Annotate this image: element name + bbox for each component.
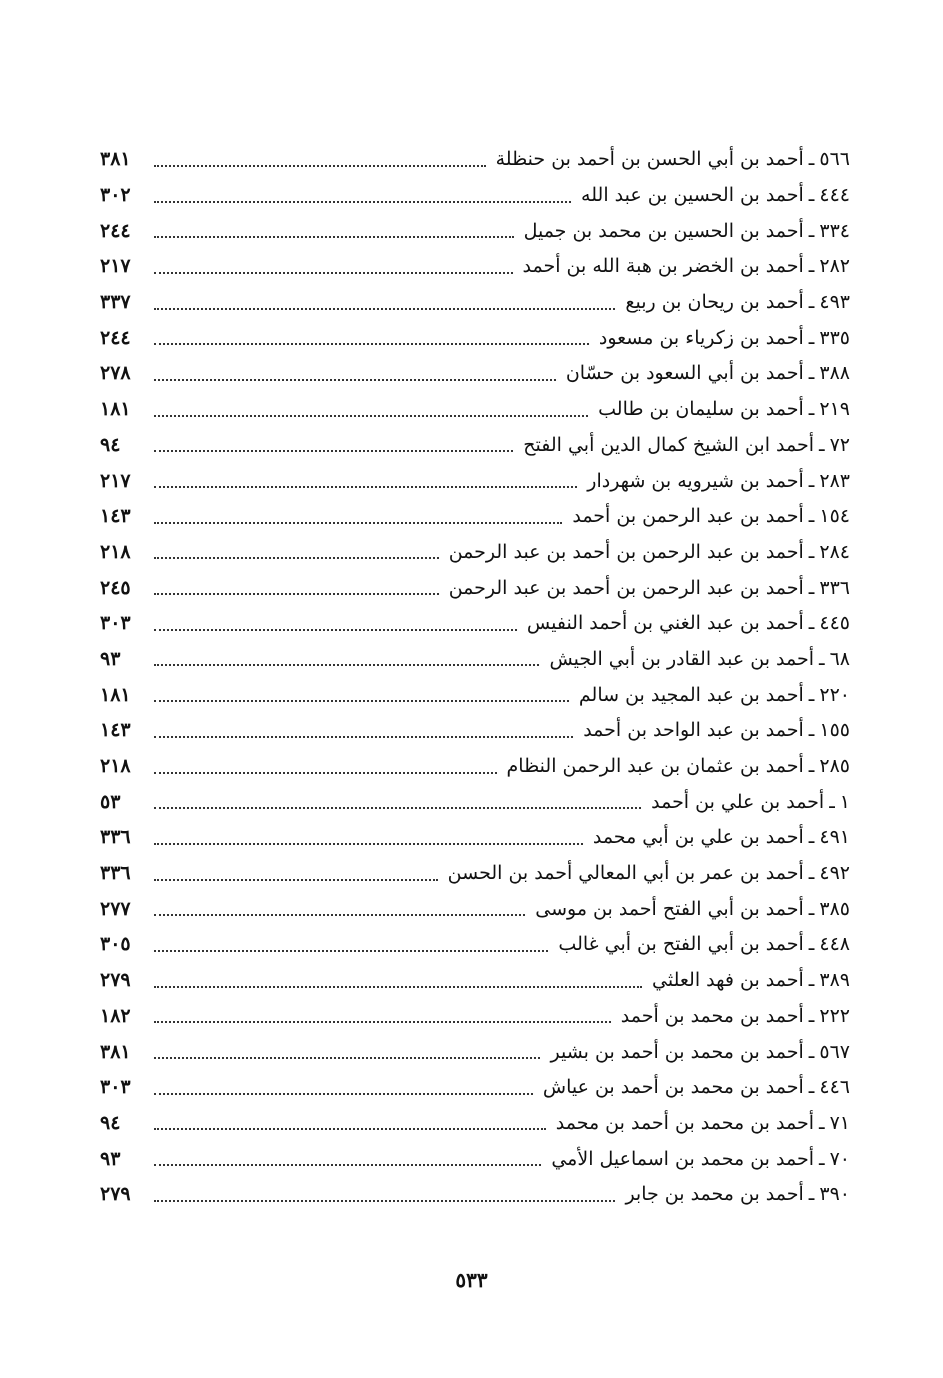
index-entry <box>100 642 850 678</box>
entry-number: ٥٦٧ <box>819 1040 850 1063</box>
entry-name: أحمد بن عبد الرحمن بن أحمد بن عبد الرحمن <box>448 576 804 599</box>
index-entry <box>100 570 850 606</box>
entry-name: أحمد بن عبد الرحمن بن أحمد بن عبد الرحمن <box>448 540 804 563</box>
entry-separator: ـ <box>808 1040 815 1063</box>
index-list <box>100 142 850 1213</box>
dot-leader <box>154 879 438 881</box>
entry-separator: ـ <box>808 469 815 492</box>
index-entry <box>100 999 850 1035</box>
entry-number: ٢٢٠ <box>819 683 850 706</box>
entry-name: أحمد بن محمد بن أحمد بن محمد <box>555 1111 814 1134</box>
dot-leader <box>154 986 642 988</box>
entry-name: أحمد بن أبي الفتح أحمد بن موسى <box>535 897 804 920</box>
dot-leader <box>154 700 569 702</box>
entry-separator: ـ <box>808 755 815 778</box>
entry-number: ٣٣٤ <box>819 219 850 242</box>
entry-name: أحمد بن فهد العلثي <box>652 969 804 992</box>
entry-name: أحمد بن زكرياء بن مسعود <box>598 326 804 349</box>
page-reference: ٣٣٧ <box>100 291 131 314</box>
page-reference: ٣٣٦ <box>100 826 131 849</box>
entry-number: ٤٩٢ <box>819 862 850 885</box>
page-reference: ٢١٧ <box>100 469 131 492</box>
dot-leader <box>154 593 439 595</box>
entry-name: أحمد بن محمد بن أحمد بن عياش <box>542 1076 804 1099</box>
entry-separator: ـ <box>808 362 815 385</box>
dot-leader <box>154 415 588 417</box>
entry-name: أحمد بن الحسين بن عبد الله <box>581 184 804 207</box>
dot-leader <box>154 950 548 952</box>
index-entry <box>100 142 850 178</box>
entry-number: ٢٨٥ <box>819 755 850 778</box>
entry-separator: ـ <box>808 1004 815 1027</box>
dot-leader <box>154 450 513 452</box>
index-entry <box>100 213 850 249</box>
entry-name: أحمد بن محمد بن أحمد <box>620 1004 804 1027</box>
index-entry <box>100 1106 850 1142</box>
entry-separator: ـ <box>808 719 815 742</box>
page-reference: ٣٠٣ <box>100 612 131 635</box>
entry-number: ٣٩٠ <box>819 1183 850 1206</box>
index-entry <box>100 249 850 285</box>
entry-name: أحمد بن أبي الحسن بن أحمد بن حنظلة <box>495 148 804 171</box>
page-reference: ٢١٧ <box>100 255 131 278</box>
entry-separator: ـ <box>808 291 815 314</box>
index-entry <box>100 1141 850 1177</box>
entry-number: ٣٨٥ <box>819 897 850 920</box>
page-reference: ٢٧٩ <box>100 969 131 992</box>
entry-name: أحمد بن عبد الواحد بن أحمد <box>583 719 804 742</box>
dot-leader <box>154 807 641 809</box>
entry-number: ٧٠ <box>829 1147 850 1170</box>
index-entry <box>100 1177 850 1213</box>
index-entry <box>100 463 850 499</box>
index-entry <box>100 713 850 749</box>
page-reference: ١٨١ <box>100 683 131 706</box>
entry-separator: ـ <box>808 184 815 207</box>
page-reference: ٩٤ <box>100 433 121 456</box>
entry-number: ٢٨٣ <box>819 469 850 492</box>
entry-number: ٧١ <box>829 1111 850 1134</box>
page-reference: ٣٠٥ <box>100 933 131 956</box>
entry-name: أحمد بن عثمان بن عبد الرحمن النظام <box>506 755 804 778</box>
entry-number: ٣٣٦ <box>819 576 850 599</box>
page-number: ٥٣٣ <box>455 1268 488 1292</box>
entry-separator: ـ <box>808 862 815 885</box>
page-reference: ٢١٨ <box>100 755 131 778</box>
entry-number: ٤٤٥ <box>819 612 850 635</box>
dot-leader <box>154 272 513 274</box>
dot-leader <box>154 629 517 631</box>
entry-name: أحمد بن أبي الفتح بن أبي غالب <box>558 933 804 956</box>
entry-separator: ـ <box>808 255 815 278</box>
entry-name: أحمد بن عبد القادر بن أبي الجيش <box>549 647 814 670</box>
dot-leader <box>154 1200 615 1202</box>
entry-number: ٤٤٦ <box>819 1076 850 1099</box>
index-entry <box>100 1034 850 1070</box>
entry-name: أحمد بن محمد بن جابر <box>625 1183 804 1206</box>
entry-separator: ـ <box>808 540 815 563</box>
page-reference: ٢٤٤ <box>100 326 131 349</box>
entry-separator: ـ <box>808 612 815 635</box>
dot-leader <box>154 1128 546 1130</box>
index-entry <box>100 428 850 464</box>
dot-leader <box>154 664 539 666</box>
entry-separator: ـ <box>808 969 815 992</box>
entry-name: أحمد بن الخضر بن هبة الله بن أحمد <box>522 255 804 278</box>
dot-leader <box>154 772 497 774</box>
index-entry <box>100 927 850 963</box>
entry-separator: ـ <box>808 826 815 849</box>
entry-name: أحمد بن الحسين بن محمد بن جميل <box>523 219 804 242</box>
dot-leader <box>154 522 562 524</box>
page-reference: ١٤٣ <box>100 719 131 742</box>
entry-number: ٤٩١ <box>819 826 850 849</box>
entry-name: أحمد بن علي بن أحمد <box>651 790 825 813</box>
page-reference: ١٨١ <box>100 398 131 421</box>
entry-number: ٣٨٩ <box>819 969 850 992</box>
page-reference: ٢١٨ <box>100 540 131 563</box>
entry-number: ٤٤٤ <box>819 184 850 207</box>
index-entry <box>100 891 850 927</box>
entry-name: أحمد بن عبد المجيد بن سالم <box>578 683 804 706</box>
entry-separator: ـ <box>808 1183 815 1206</box>
page-reference: ٢٤٤ <box>100 219 131 242</box>
entry-name: أحمد بن ريحان بن ربيع <box>625 291 804 314</box>
index-entry <box>100 784 850 820</box>
page-reference: ٩٤ <box>100 1111 121 1134</box>
dot-leader <box>154 1057 540 1059</box>
page-reference: ٢٧٩ <box>100 1183 131 1206</box>
index-entry <box>100 178 850 214</box>
dot-leader <box>154 557 439 559</box>
dot-leader <box>154 201 571 203</box>
index-entry <box>100 1070 850 1106</box>
entry-name: أحمد بن عبد الغني بن أحمد النفيس <box>526 612 804 635</box>
entry-name: أحمد بن محمد بن اسماعيل الأمي <box>551 1147 814 1170</box>
entry-separator: ـ <box>819 433 825 456</box>
page-reference: ٣٨١ <box>100 148 131 171</box>
entry-separator: ـ <box>819 647 825 670</box>
index-entry <box>100 606 850 642</box>
entry-separator: ـ <box>808 897 815 920</box>
entry-separator: ـ <box>808 505 815 528</box>
page-reference: ١٤٣ <box>100 505 131 528</box>
page-reference: ٢٤٥ <box>100 576 131 599</box>
entry-number: ٢٢٢ <box>819 1004 850 1027</box>
entry-separator: ـ <box>808 148 815 171</box>
entry-separator: ـ <box>808 219 815 242</box>
index-entry <box>100 749 850 785</box>
entry-separator: ـ <box>829 790 835 813</box>
entry-separator: ـ <box>808 1076 815 1099</box>
entry-name: أحمد بن شيرويه بن شهردار <box>587 469 804 492</box>
index-entry <box>100 392 850 428</box>
page-reference: ٩٣ <box>100 647 121 670</box>
entry-number: ١٥٤ <box>819 505 850 528</box>
entry-separator: ـ <box>808 576 815 599</box>
index-entry <box>100 535 850 571</box>
dot-leader <box>154 236 514 238</box>
dot-leader <box>154 914 525 916</box>
entry-name: أحمد بن علي بن أبي محمد <box>592 826 804 849</box>
page-reference: ٢٧٧ <box>100 897 131 920</box>
entry-number: ٢٨٢ <box>819 255 850 278</box>
index-entry <box>100 820 850 856</box>
dot-leader <box>154 165 486 167</box>
entry-separator: ـ <box>808 683 815 706</box>
entry-name: أحمد بن سليمان بن طالب <box>598 398 804 421</box>
index-entry <box>100 356 850 392</box>
index-entry <box>100 963 850 999</box>
dot-leader <box>154 736 573 738</box>
entry-number: ٦٨ <box>829 647 850 670</box>
index-entry <box>100 285 850 321</box>
entry-separator: ـ <box>819 1111 825 1134</box>
entry-name: أحمد بن أبي السعود بن حسّان <box>565 362 804 385</box>
page-reference: ١٨٢ <box>100 1004 131 1027</box>
entry-number: ٣٨٨ <box>819 362 850 385</box>
page-reference: ٥٣ <box>100 790 121 813</box>
dot-leader <box>154 843 583 845</box>
page-reference: ٩٣ <box>100 1147 121 1170</box>
page-reference: ٣٨١ <box>100 1040 131 1063</box>
index-entry <box>100 320 850 356</box>
entry-number: ٥٦٦ <box>819 148 850 171</box>
entry-separator: ـ <box>808 933 815 956</box>
entry-number: ٣٣٥ <box>819 326 850 349</box>
page-reference: ٣٠٢ <box>100 184 131 207</box>
entry-number: ٢١٩ <box>819 398 850 421</box>
entry-name: أحمد ابن الشيخ كمال الدين أبي الفتح <box>523 433 814 456</box>
dot-leader <box>154 308 615 310</box>
index-entry <box>100 856 850 892</box>
index-entry <box>100 499 850 535</box>
entry-number: ٤٤٨ <box>819 933 850 956</box>
page-reference: ٣٣٦ <box>100 862 131 885</box>
entry-separator: ـ <box>808 326 815 349</box>
entry-name: أحمد بن عبد الرحمن بن أحمد <box>572 505 804 528</box>
dot-leader <box>154 1093 533 1095</box>
page-reference: ٢٧٨ <box>100 362 131 385</box>
page-reference: ٣٠٣ <box>100 1076 131 1099</box>
entry-number: ١ <box>839 790 850 813</box>
entry-number: ٤٩٣ <box>819 291 850 314</box>
dot-leader <box>154 343 589 345</box>
entry-separator: ـ <box>819 1147 825 1170</box>
entry-number: ٧٢ <box>829 433 850 456</box>
dot-leader <box>154 1164 541 1166</box>
index-entry <box>100 677 850 713</box>
entry-number: ١٥٥ <box>819 719 850 742</box>
entry-name: أحمد بن عمر بن أبي المعالي أحمد بن الحسن <box>447 862 804 885</box>
entry-number: ٢٨٤ <box>819 540 850 563</box>
dot-leader <box>154 486 577 488</box>
entry-name: أحمد بن محمد بن أحمد بن بشير <box>550 1040 804 1063</box>
dot-leader <box>154 379 556 381</box>
dot-leader <box>154 1021 611 1023</box>
entry-separator: ـ <box>808 398 815 421</box>
